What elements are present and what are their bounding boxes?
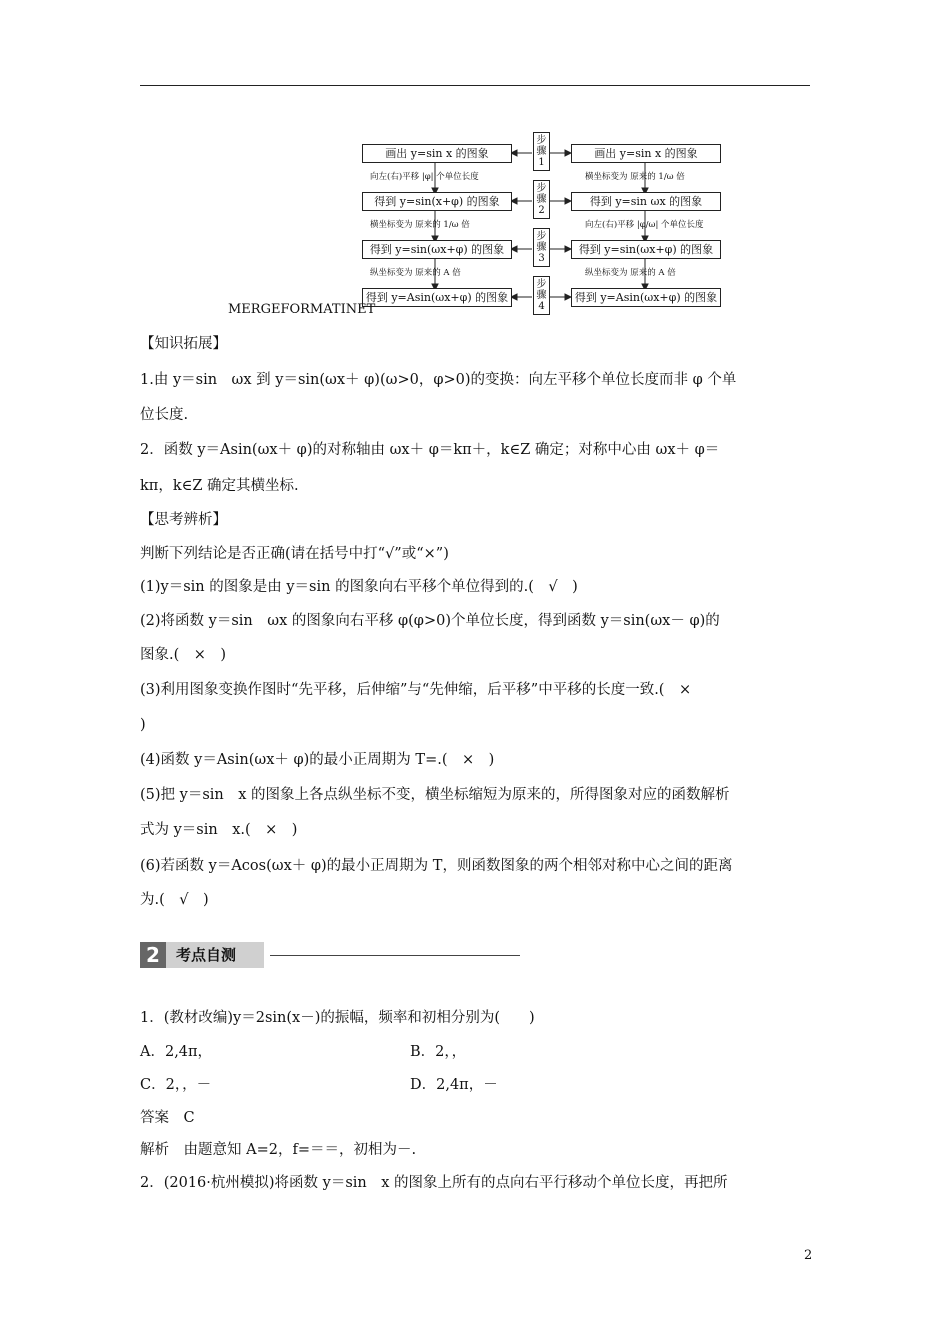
section-title: 考点自测: [166, 942, 264, 968]
question-line: 图象.( × ): [140, 647, 227, 663]
exercise-line: 1．(教材改编)y＝2sin(x－)的振幅，频率和初相分别为( ): [140, 1010, 535, 1026]
right-box-1: 画出 y=sin x 的图象: [571, 144, 721, 163]
paragraph-line: 位长度.: [140, 407, 189, 423]
right-arrow-label-1: 横坐标变为 原来的 1/ω 倍: [585, 172, 685, 182]
thinking-heading: 【思考辨析】: [140, 512, 227, 528]
answer-line: 答案 C: [140, 1110, 195, 1126]
left-arrow-label-2: 横坐标变为 原来的 1/ω 倍: [370, 220, 470, 230]
left-arrow-label-3: 纵坐标变为 原来的 A 倍: [370, 268, 461, 278]
left-box-4: 得到 y=Asin(ωx+φ) 的图象: [362, 288, 512, 307]
right-arrow-label-2: 向左(右)平移 |φ/ω| 个单位长度: [585, 220, 704, 230]
option-b: B．2，，: [410, 1044, 467, 1060]
question-line: (4)函数 y＝Asin(ωx＋ φ)的最小正周期为 T=.( × ): [140, 752, 495, 768]
knowledge-heading: 【知识拓展】: [140, 336, 227, 352]
left-box-2: 得到 y=sin(x+φ) 的图象: [362, 192, 512, 211]
paragraph-line: kπ，k∈Z 确定其横坐标.: [140, 478, 299, 494]
question-line: 式为 y＝sin x.( × ): [140, 822, 298, 838]
option-d: D．2,4π，－: [410, 1077, 498, 1093]
step-2: 步骤2: [533, 180, 550, 219]
question-line: (1)y＝sin 的图象是由 y＝sin 的图象向右平移个单位得到的.( √ ): [140, 579, 578, 595]
question-line: (2)将函数 y＝sin ωx 的图象向右平移 φ(φ>0)个单位长度，得到函数 y＝sin(ωx－ φ)的: [140, 613, 720, 629]
section-header: [140, 942, 520, 968]
transformation-diagram: [360, 130, 725, 315]
section-rule: [270, 955, 520, 956]
left-box-1: 画出 y=sin x 的图象: [362, 144, 512, 163]
left-box-3: 得到 y=sin(ωx+φ) 的图象: [362, 240, 512, 259]
question-line: (5)把 y＝sin x 的图象上各点纵坐标不变，横坐标缩短为原来的，所得图象对应的函数解析: [140, 787, 730, 803]
option-a: A．2,4π，: [140, 1044, 213, 1060]
left-arrow-label-1: 向左(右)平移 |φ| 个单位长度: [370, 172, 479, 182]
right-box-3: 得到 y=sin(ωx+φ) 的图象: [571, 240, 721, 259]
paragraph-line: 判断下列结论是否正确(请在括号中打“√”或“×”): [140, 546, 449, 562]
right-box-4: 得到 y=Asin(ωx+φ) 的图象: [571, 288, 721, 307]
section-number: 2: [140, 942, 166, 968]
question-line: (3)利用图象变换作图时“先平移，后伸缩”与“先伸缩，后平移”中平移的长度一致.( ×: [140, 682, 692, 698]
paragraph-line: 1.由 y＝sin ωx 到 y＝sin(ωx＋ φ)(ω>0，φ>0)的变换：向左平移个单位长度而非 φ 个单: [140, 372, 737, 388]
merge-field-text: MERGEFORMATINET: [228, 302, 376, 317]
question-line: 为.( √ ): [140, 892, 209, 908]
analysis-line: 解析 由题意知 A=2，f=＝＝，初相为－.: [140, 1142, 417, 1158]
question-line: ): [140, 717, 146, 733]
step-1: 步骤1: [533, 132, 550, 171]
option-c: C．2，，－: [140, 1077, 212, 1093]
exercise-line: 2．(2016·杭州模拟)将函数 y＝sin x 的图象上所有的点向右平行移动个单位长度，再把所: [140, 1175, 728, 1191]
step-3: 步骤3: [533, 228, 550, 267]
paragraph-line: 2．函数 y＝Asin(ωx＋ φ)的对称轴由 ωx＋ φ＝kπ＋，k∈Z 确定；对称中心由 ωx＋ φ＝: [140, 442, 720, 458]
page-number: 2: [804, 1248, 813, 1263]
top-rule: [140, 85, 810, 86]
question-line: (6)若函数 y＝Acos(ωx＋ φ)的最小正周期为 T，则函数图象的两个相邻对称中心之间的距离: [140, 858, 733, 874]
right-arrow-label-3: 纵坐标变为 原来的 A 倍: [585, 268, 676, 278]
right-box-2: 得到 y=sin ωx 的图象: [571, 192, 721, 211]
step-4: 步骤4: [533, 276, 550, 315]
